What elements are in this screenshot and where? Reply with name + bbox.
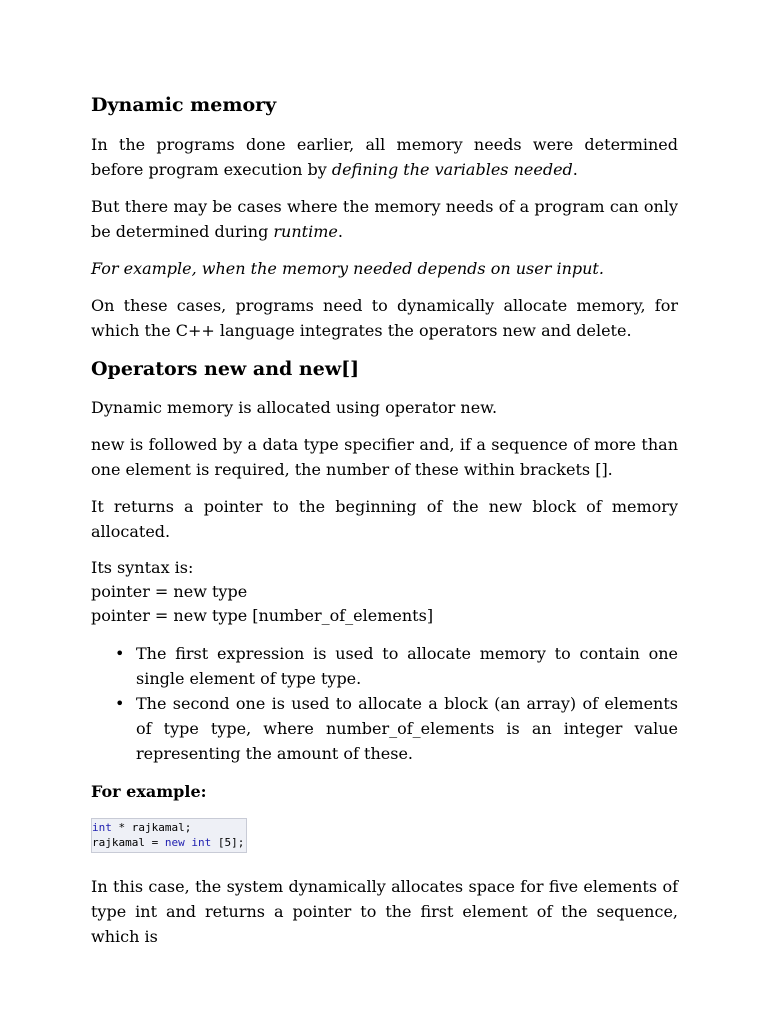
p2-end: . [337, 222, 343, 241]
paragraph-example-user-input [91, 256, 678, 281]
paragraph-this-case: In this case, the system dynamically allocates space for five elements of type int and returns a pointer to the first element of the sequence, which is [91, 877, 678, 946]
bullet-icon: • [115, 694, 125, 713]
code-text: * rajkamal; [111, 821, 192, 834]
list-item [91, 691, 678, 766]
p2-text: But there may be cases where the memory needs of a program can only be determined during [91, 197, 678, 241]
code-snippet [91, 818, 247, 853]
paragraph-memory-needs [91, 132, 678, 182]
heading-operators-new: Operators new and new[] [91, 358, 360, 380]
code-text: [5]; [211, 836, 245, 849]
for-example-label: For example: [91, 782, 207, 801]
p1-emphasis: defining the variables needed [331, 160, 573, 179]
syntax-line-2: pointer = new type [number_of_elements] [91, 606, 434, 625]
p3-emphasis: For example, when the memory needed depends on user input. [91, 259, 604, 278]
p2-emphasis: runtime [273, 222, 338, 241]
syntax-intro: Its syntax is: [91, 558, 194, 577]
p1-text: In the programs done earlier, all memory needs were determined before program execution by [91, 135, 678, 179]
bullet-text: The second one is used to allocate a block (an array) of elements of type type, where number_of_elements is an integer value representing the amount of these. [136, 694, 678, 763]
code-keyword: new [164, 836, 185, 849]
code-keyword: int [92, 821, 112, 834]
paragraph-returns-pointer: It returns a pointer to the beginning of the new block of memory allocated. [91, 497, 678, 541]
code-text: rajkamal = [92, 836, 165, 849]
p1-end: . [572, 160, 578, 179]
bullet-list [91, 641, 678, 766]
list-item [91, 641, 678, 691]
paragraph-allocated-using-new: Dynamic memory is allocated using operator new. [91, 398, 498, 417]
syntax-line-1: pointer = new type [91, 582, 248, 601]
paragraph-allocate: On these cases, programs need to dynamically allocate memory, for which the C++ language integrates the operators new and delete. [91, 296, 678, 340]
bullet-text: The first expression is used to allocate memory to contain one single element of type type. [136, 644, 678, 688]
syntax-block [91, 556, 678, 628]
code-keyword: int [191, 836, 212, 849]
document-content [91, 92, 678, 949]
heading-dynamic-memory: Dynamic memory [91, 94, 277, 116]
paragraph-new-followed: new is followed by a data type specifier and, if a sequence of more than one element is required, the number of these within brackets []. [91, 435, 678, 479]
paragraph-runtime [91, 194, 678, 244]
bullet-icon: • [115, 644, 125, 663]
